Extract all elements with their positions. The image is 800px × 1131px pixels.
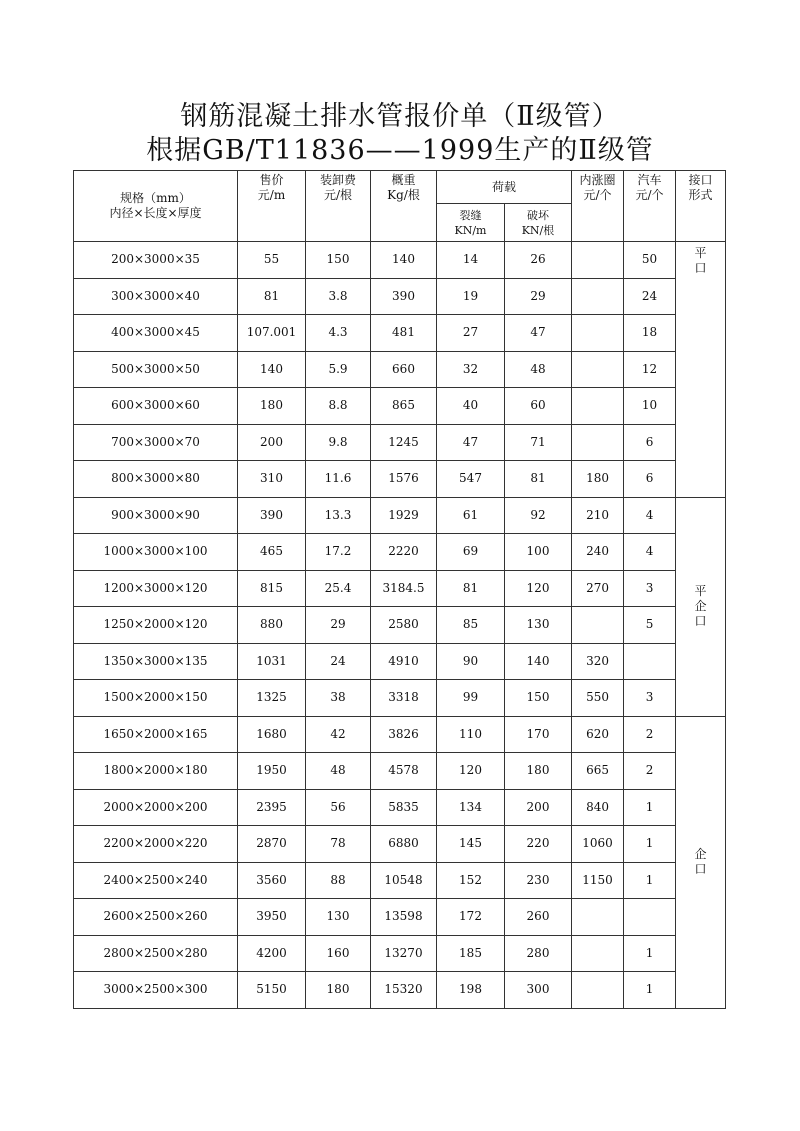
cell-crack: 134 (437, 789, 505, 826)
cell-crack: 198 (437, 972, 505, 1009)
cell-price: 1950 (238, 753, 306, 790)
cell-handling: 56 (306, 789, 371, 826)
joint-type-cell (676, 716, 726, 1008)
cell-ring: 1060 (572, 826, 624, 863)
cell-weight: 390 (371, 278, 437, 315)
cell-spec: 2400×2500×240 (74, 862, 238, 899)
table-row (74, 461, 726, 498)
cell-weight: 13598 (371, 899, 437, 936)
cell-ring: 550 (572, 680, 624, 717)
cell-handling: 150 (306, 242, 371, 279)
header-truck (624, 171, 676, 242)
cell-ring (572, 388, 624, 425)
table-body (74, 242, 726, 1009)
cell-weight: 2580 (371, 607, 437, 644)
cell-break: 130 (505, 607, 572, 644)
table-row (74, 278, 726, 315)
table-row (74, 534, 726, 571)
cell-spec: 1200×3000×120 (74, 570, 238, 607)
cell-price: 4200 (238, 935, 306, 972)
table-row (74, 716, 726, 753)
cell-break: 140 (505, 643, 572, 680)
cell-handling: 13.3 (306, 497, 371, 534)
cell-spec: 2600×2500×260 (74, 899, 238, 936)
header-spec-line1: 规格（mm） (120, 191, 191, 205)
header-ring-line1: 内涨圈 (579, 173, 616, 187)
cell-price: 55 (238, 242, 306, 279)
cell-crack: 69 (437, 534, 505, 571)
table-row (74, 826, 726, 863)
cell-handling: 8.8 (306, 388, 371, 425)
cell-handling: 3.8 (306, 278, 371, 315)
table-row (74, 862, 726, 899)
joint-type-cell (676, 242, 726, 498)
table-row (74, 789, 726, 826)
cell-truck: 10 (624, 388, 676, 425)
cell-break: 300 (505, 972, 572, 1009)
joint-type-char: 企 (694, 599, 707, 613)
cell-price: 815 (238, 570, 306, 607)
cell-handling: 88 (306, 862, 371, 899)
cell-truck: 24 (624, 278, 676, 315)
cell-price: 107.001 (238, 315, 306, 352)
cell-ring (572, 607, 624, 644)
header-ring (572, 171, 624, 242)
table-row (74, 242, 726, 279)
table-row (74, 753, 726, 790)
cell-ring (572, 315, 624, 352)
cell-crack: 32 (437, 351, 505, 388)
cell-spec: 600×3000×60 (74, 388, 238, 425)
cell-price: 140 (238, 351, 306, 388)
cell-spec: 1800×2000×180 (74, 753, 238, 790)
cell-ring (572, 351, 624, 388)
cell-truck: 50 (624, 242, 676, 279)
cell-weight: 2220 (371, 534, 437, 571)
cell-spec: 900×3000×90 (74, 497, 238, 534)
cell-handling: 9.8 (306, 424, 371, 461)
cell-spec: 300×3000×40 (74, 278, 238, 315)
header-weight-line2: Kg/根 (387, 188, 420, 202)
joint-type-char: 口 (694, 614, 707, 628)
cell-weight: 3826 (371, 716, 437, 753)
header-spec-line2: 内径×长度×厚度 (109, 206, 202, 220)
cell-spec: 2200×2000×220 (74, 826, 238, 863)
cell-weight: 140 (371, 242, 437, 279)
cell-truck: 3 (624, 570, 676, 607)
cell-weight: 15320 (371, 972, 437, 1009)
table-row (74, 643, 726, 680)
cell-crack: 19 (437, 278, 505, 315)
joint-type-char: 口 (694, 862, 707, 876)
cell-ring: 665 (572, 753, 624, 790)
cell-crack: 185 (437, 935, 505, 972)
header-price-line2: 元/m (257, 188, 286, 202)
cell-price: 180 (238, 388, 306, 425)
cell-ring: 320 (572, 643, 624, 680)
cell-spec: 1250×2000×120 (74, 607, 238, 644)
cell-weight: 1929 (371, 497, 437, 534)
header-joint (676, 171, 726, 242)
cell-truck: 12 (624, 351, 676, 388)
cell-handling: 160 (306, 935, 371, 972)
table-row (74, 935, 726, 972)
cell-weight: 1245 (371, 424, 437, 461)
cell-truck: 1 (624, 789, 676, 826)
cell-weight: 481 (371, 315, 437, 352)
cell-crack: 47 (437, 424, 505, 461)
header-crack (437, 204, 505, 242)
cell-truck: 3 (624, 680, 676, 717)
table-row (74, 972, 726, 1009)
cell-crack: 145 (437, 826, 505, 863)
cell-crack: 110 (437, 716, 505, 753)
joint-type-cell (676, 497, 726, 716)
cell-break: 260 (505, 899, 572, 936)
joint-type-char: 企 (694, 847, 707, 861)
header-crack-line2: KN/m (454, 223, 487, 237)
cell-weight: 865 (371, 388, 437, 425)
cell-break: 60 (505, 388, 572, 425)
header-joint-line2: 形式 (688, 188, 713, 202)
cell-handling: 4.3 (306, 315, 371, 352)
cell-price: 5150 (238, 972, 306, 1009)
header-crack-line1: 裂缝 (459, 208, 482, 222)
cell-price: 81 (238, 278, 306, 315)
cell-ring: 210 (572, 497, 624, 534)
cell-break: 220 (505, 826, 572, 863)
cell-handling: 48 (306, 753, 371, 790)
cell-spec: 400×3000×45 (74, 315, 238, 352)
header-load: 荷载 (437, 171, 572, 204)
cell-truck (624, 643, 676, 680)
table-row (74, 497, 726, 534)
cell-truck: 1 (624, 935, 676, 972)
table-row (74, 570, 726, 607)
cell-handling: 130 (306, 899, 371, 936)
cell-price: 3560 (238, 862, 306, 899)
cell-break: 280 (505, 935, 572, 972)
table-row (74, 899, 726, 936)
cell-price: 1325 (238, 680, 306, 717)
cell-truck: 6 (624, 424, 676, 461)
cell-truck: 5 (624, 607, 676, 644)
cell-handling: 180 (306, 972, 371, 1009)
cell-weight: 3318 (371, 680, 437, 717)
cell-price: 2870 (238, 826, 306, 863)
cell-crack: 99 (437, 680, 505, 717)
cell-crack: 547 (437, 461, 505, 498)
header-price (238, 171, 306, 242)
cell-ring: 840 (572, 789, 624, 826)
cell-handling: 11.6 (306, 461, 371, 498)
header-handling-line1: 装卸费 (319, 173, 356, 187)
cell-ring (572, 899, 624, 936)
cell-spec: 1500×2000×150 (74, 680, 238, 717)
header-joint-line1: 接口 (688, 173, 713, 187)
joint-type-char: 平 (694, 584, 707, 598)
cell-ring: 270 (572, 570, 624, 607)
cell-truck: 6 (624, 461, 676, 498)
cell-crack: 152 (437, 862, 505, 899)
cell-weight: 4578 (371, 753, 437, 790)
cell-break: 150 (505, 680, 572, 717)
cell-truck (624, 899, 676, 936)
price-table (73, 170, 726, 1009)
cell-price: 2395 (238, 789, 306, 826)
cell-ring: 620 (572, 716, 624, 753)
cell-price: 3950 (238, 899, 306, 936)
cell-price: 880 (238, 607, 306, 644)
cell-weight: 1576 (371, 461, 437, 498)
cell-weight: 6880 (371, 826, 437, 863)
cell-handling: 25.4 (306, 570, 371, 607)
cell-break: 26 (505, 242, 572, 279)
cell-ring: 180 (572, 461, 624, 498)
header-handling (306, 171, 371, 242)
table-row (74, 680, 726, 717)
cell-crack: 120 (437, 753, 505, 790)
cell-price: 1680 (238, 716, 306, 753)
cell-ring (572, 972, 624, 1009)
cell-break: 71 (505, 424, 572, 461)
cell-ring (572, 242, 624, 279)
header-weight-line1: 概重 (391, 173, 416, 187)
cell-truck: 2 (624, 716, 676, 753)
cell-break: 200 (505, 789, 572, 826)
cell-handling: 17.2 (306, 534, 371, 571)
cell-spec: 2800×2500×280 (74, 935, 238, 972)
header-handling-line2: 元/根 (323, 188, 353, 202)
cell-handling: 5.9 (306, 351, 371, 388)
cell-weight: 3184.5 (371, 570, 437, 607)
cell-break: 47 (505, 315, 572, 352)
cell-crack: 85 (437, 607, 505, 644)
cell-handling: 24 (306, 643, 371, 680)
cell-handling: 78 (306, 826, 371, 863)
cell-weight: 660 (371, 351, 437, 388)
cell-truck: 18 (624, 315, 676, 352)
cell-weight: 13270 (371, 935, 437, 972)
cell-truck: 4 (624, 534, 676, 571)
header-truck-line1: 汽车 (637, 173, 662, 187)
cell-spec: 2000×2000×200 (74, 789, 238, 826)
cell-handling: 42 (306, 716, 371, 753)
cell-truck: 1 (624, 826, 676, 863)
cell-price: 310 (238, 461, 306, 498)
cell-handling: 38 (306, 680, 371, 717)
cell-price: 1031 (238, 643, 306, 680)
cell-spec: 1650×2000×165 (74, 716, 238, 753)
table-row (74, 388, 726, 425)
cell-break: 230 (505, 862, 572, 899)
cell-handling: 29 (306, 607, 371, 644)
cell-spec: 1350×3000×135 (74, 643, 238, 680)
header-spec (74, 171, 238, 242)
header-break-line1: 破坏 (527, 208, 549, 222)
cell-crack: 172 (437, 899, 505, 936)
header-ring-line2: 元/个 (583, 188, 612, 202)
cell-spec: 700×3000×70 (74, 424, 238, 461)
table-row (74, 607, 726, 644)
table-row (74, 315, 726, 352)
cell-break: 81 (505, 461, 572, 498)
header-truck-line2: 元/个 (635, 188, 664, 202)
cell-truck: 4 (624, 497, 676, 534)
cell-price: 200 (238, 424, 306, 461)
cell-break: 100 (505, 534, 572, 571)
cell-break: 48 (505, 351, 572, 388)
cell-crack: 40 (437, 388, 505, 425)
joint-type-char: 平 (694, 246, 707, 260)
cell-crack: 14 (437, 242, 505, 279)
title-line-2: 根据GB/T11836——1999生产的Ⅱ级管 (146, 135, 654, 166)
cell-ring (572, 278, 624, 315)
cell-ring: 1150 (572, 862, 624, 899)
header-break (505, 204, 572, 242)
joint-type-char: 口 (694, 261, 707, 275)
cell-break: 120 (505, 570, 572, 607)
cell-price: 390 (238, 497, 306, 534)
cell-weight: 4910 (371, 643, 437, 680)
cell-ring (572, 424, 624, 461)
table-row (74, 351, 726, 388)
cell-spec: 1000×3000×100 (74, 534, 238, 571)
table-row (74, 424, 726, 461)
header-weight (371, 171, 437, 242)
cell-crack: 90 (437, 643, 505, 680)
cell-break: 29 (505, 278, 572, 315)
cell-spec: 800×3000×80 (74, 461, 238, 498)
cell-spec: 200×3000×35 (74, 242, 238, 279)
cell-truck: 1 (624, 972, 676, 1009)
cell-break: 180 (505, 753, 572, 790)
cell-crack: 27 (437, 315, 505, 352)
cell-spec: 500×3000×50 (74, 351, 238, 388)
cell-weight: 5835 (371, 789, 437, 826)
cell-crack: 61 (437, 497, 505, 534)
header-break-line2: KN/根 (521, 223, 555, 237)
cell-truck: 2 (624, 753, 676, 790)
cell-ring: 240 (572, 534, 624, 571)
cell-truck: 1 (624, 862, 676, 899)
cell-break: 92 (505, 497, 572, 534)
cell-crack: 81 (437, 570, 505, 607)
cell-price: 465 (238, 534, 306, 571)
cell-spec: 3000×2500×300 (74, 972, 238, 1009)
cell-ring (572, 935, 624, 972)
cell-break: 170 (505, 716, 572, 753)
header-price-line1: 售价 (259, 173, 284, 187)
cell-weight: 10548 (371, 862, 437, 899)
table-header (74, 171, 726, 242)
title-line-1: 钢筋混凝土排水管报价单（Ⅱ级管） (180, 101, 620, 132)
